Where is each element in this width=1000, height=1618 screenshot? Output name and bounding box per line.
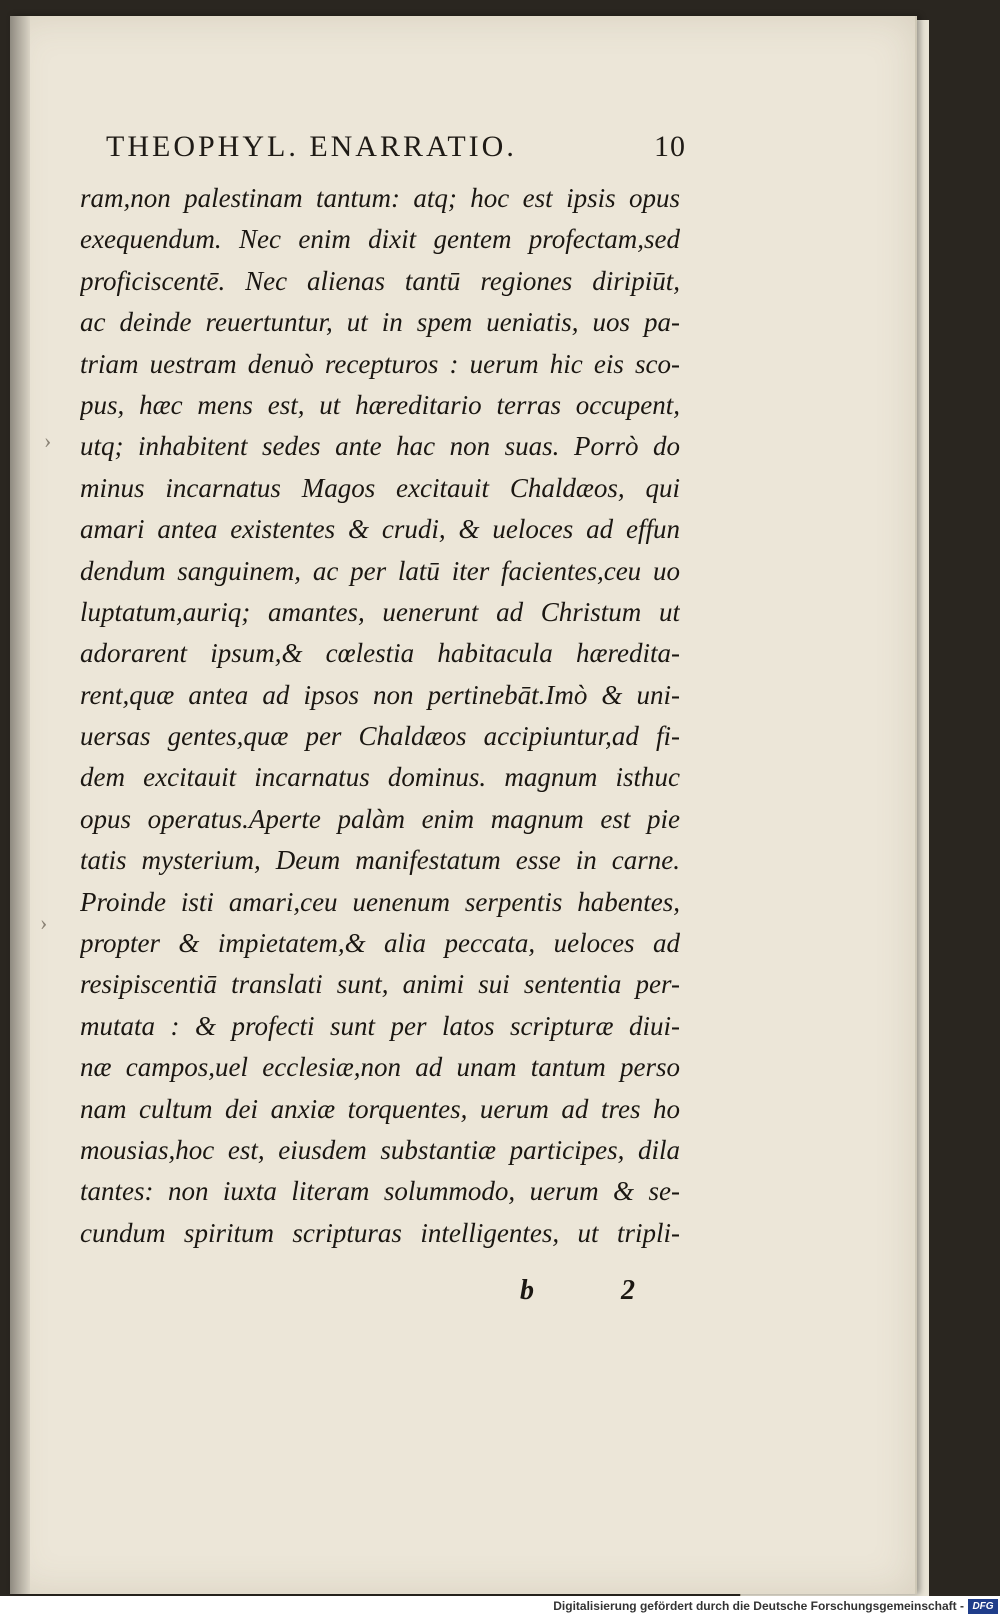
running-title: THEOPHYL. ENARRATIO.: [106, 130, 517, 163]
text-line: tantes: non iuxta literam solummodo, uerum & se-: [80, 1176, 680, 1207]
text-line: dem excitauit incarnatus dominus. magnum isthuc: [80, 762, 680, 793]
text-line: utq; inhabitent sedes ante hac non suas. Porrò do: [80, 431, 680, 462]
text-line: luptatum,auriq; amantes, uenerunt ad Christum ut: [80, 596, 680, 627]
text-line: cundum spiritum scripturas intelligentes, ut tripli-: [80, 1217, 680, 1248]
margin-tick: ›: [44, 428, 52, 453]
text-line: pus, hæc mens est, ut hæreditario terras occupent,: [80, 389, 680, 420]
text-line: uersas gentes,quæ per Chaldæos accipiuntur,ad fi-: [80, 721, 680, 752]
text-line: exequendum. Nec enim dixit gentem profectam,sed: [80, 224, 680, 255]
text-line: propter & impietatem,& alia peccata, ueloces ad: [80, 928, 680, 959]
text-line: ac deinde reuertuntur, ut in spem ueniatis, uos pa-: [80, 307, 680, 338]
text-line: amari antea existentes & crudi, & ueloces ad effun: [80, 514, 680, 545]
text-line: opus operatus.Aperte palàm enim magnum est pie: [80, 803, 680, 834]
text-line: dendum sanguinem, ac per latū iter facientes,ceu uo: [80, 555, 680, 586]
signature-mark: b 2: [520, 1275, 675, 1306]
body-text: [80, 178, 680, 1254]
text-line: triam uestram denuò recepturos : uerum hic eis sco-: [80, 348, 680, 379]
running-header: [106, 130, 686, 178]
text-line: ram,non palestinam tantum: atq; hoc est ipsis opus: [80, 183, 680, 213]
digitization-footer: [0, 1596, 1000, 1618]
text-line: adorarent ipsum,& cœlestia habitacula hæredita-: [80, 638, 680, 669]
page-gutter: [10, 16, 30, 1594]
text-line: proficiscentē. Nec alienas tantū regiones diripiūt,: [80, 265, 680, 296]
text-line: rent,quæ antea ad ipsos non pertinebāt.Imò & uni-: [80, 679, 680, 710]
folio-number: 10: [654, 130, 686, 163]
text-line: mousias,hoc est, eiusdem substantiæ participes, dila: [80, 1134, 680, 1165]
margin-tick: ›: [40, 910, 48, 935]
text-line: nam cultum dei anxiæ torquentes, uerum ad tres ho: [80, 1093, 680, 1124]
text-line: resipiscentiā translati sunt, animi sui sententia per-: [80, 969, 680, 1000]
text-line: næ campos,uel ecclesiæ,non ad unam tantum perso: [80, 1052, 680, 1083]
text-line: minus incarnatus Magos excitauit Chaldæos, qui: [80, 472, 680, 503]
funding-credit: Digitalisierung gefördert durch die Deutsche Forschungsgemeinschaft -: [553, 1599, 964, 1613]
dfg-logo: DFG: [968, 1599, 998, 1614]
text-line: Proinde isti amari,ceu uenenum serpentis habentes,: [80, 886, 680, 917]
text-line: tatis mysterium, Deum manifestatum esse in carne.: [80, 845, 680, 876]
text-line: mutata : & profecti sunt per latos scripturæ diui-: [80, 1010, 680, 1041]
